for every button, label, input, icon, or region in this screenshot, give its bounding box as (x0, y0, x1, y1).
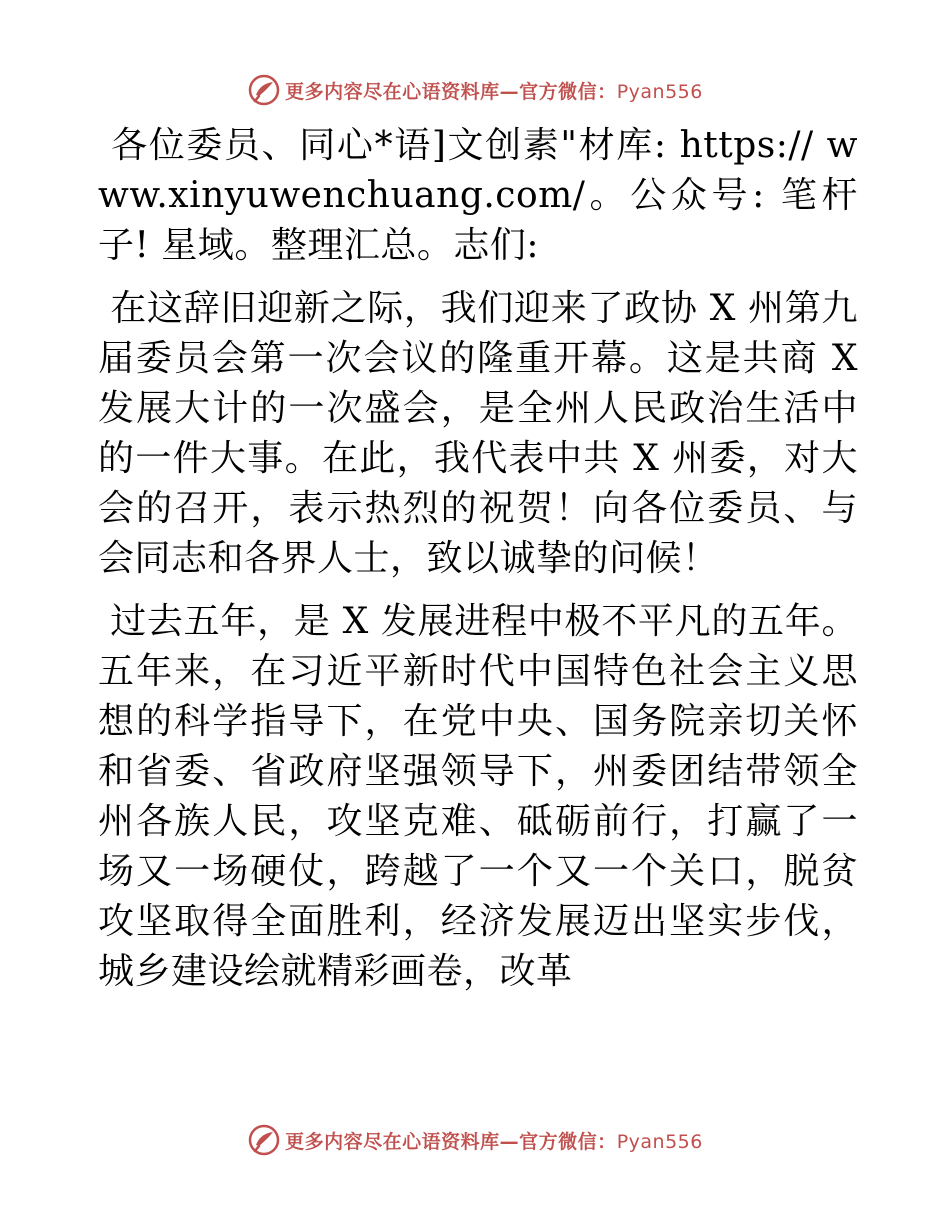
footer-banner (0, 1120, 950, 1160)
footer-banner-separator: — (499, 1130, 520, 1153)
footer-banner-main: 更多内容尽在心语资料库 (285, 1130, 500, 1153)
footer-banner-wechat-label: 官方微信： (519, 1130, 617, 1153)
paragraph-text: 各位委员、同心*语]文创素"材库: https:// www.xinyuwenchuang.com/。公众号: 笔杆子! 星域。整理汇总。志们: (98, 125, 858, 266)
header-banner-wechat-id: Pyan556 (616, 80, 703, 103)
document-body (98, 121, 858, 1010)
brand-logo-icon (247, 1123, 281, 1157)
paragraph-opening (98, 284, 858, 584)
paragraph-salutation (98, 121, 858, 271)
paragraph-text: 过去五年，是 X 发展进程中极不平凡的五年。五年来，在习近平新时代中国特色社会主义思想的科学指导下，在党中央、国务院亲切关怀和省委、省政府坚强领导下，州委团结带领全州各族人民，攻坚克难、砥砺前行，打赢了一场又一场硬仗，跨越了一个又一个关口，脱贫攻坚取得全面胜利，经济发展迈出坚实步伐，城乡建设绘就精彩画卷，改革 (98, 601, 858, 992)
paragraph-text: 在这辞旧迎新之际，我们迎来了政协 X 州第九届委员会第一次会议的隆重开幕。这是共商 X 发展大计的一次盛会，是全州人民政治生活中的一件大事。在此，我代表中共 X 州委，对大会的召开，表示热烈的祝贺！向各位委员、与会同志和各界人士，致以诚挚的问候！ (98, 288, 858, 579)
paragraph-review (98, 597, 858, 997)
header-banner-separator: — (499, 80, 520, 103)
header-banner-main: 更多内容尽在心语资料库 (285, 80, 500, 103)
brand-logo-icon (247, 73, 281, 107)
header-banner (0, 70, 950, 110)
footer-banner-wechat-id: Pyan556 (616, 1130, 703, 1153)
header-banner-text (285, 77, 703, 104)
header-banner-wechat-label: 官方微信： (519, 80, 617, 103)
footer-banner-text (285, 1127, 703, 1154)
